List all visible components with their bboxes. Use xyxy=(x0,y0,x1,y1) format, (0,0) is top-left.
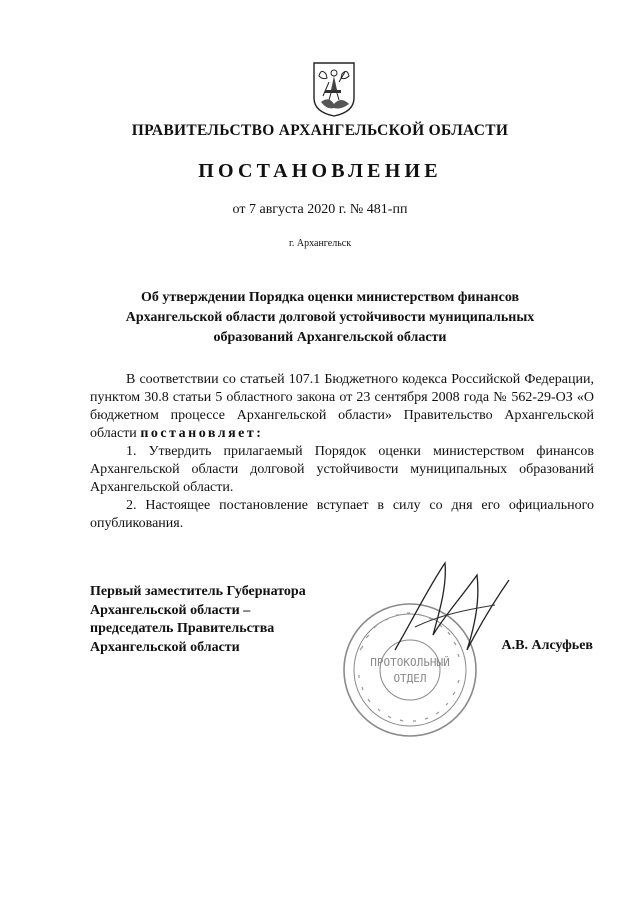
title-line: Об утверждении Порядка оценки министерством финансов xyxy=(140,290,520,305)
coat-of-arms-icon xyxy=(311,60,357,118)
position-line: Архангельской области – xyxy=(90,602,251,618)
document-city: г. Архангельск xyxy=(288,238,352,249)
stamp-text-line2: ОТДЕЛ xyxy=(393,672,427,685)
document-date-number: от 7 августа 2020 г. № 481-пп xyxy=(232,202,408,217)
item-2-paragraph: 2. Настоящее постановление вступает в силу со дня его официального опубликования. xyxy=(90,498,594,531)
title-line: Архангельской области долговой устойчивости муниципальных xyxy=(125,310,535,325)
organization-name: ПРАВИТЕЛЬСТВО АРХАНГЕЛЬСКОЙ ОБЛАСТИ xyxy=(131,122,509,139)
position-line: председатель Правительства xyxy=(90,621,275,636)
position-line: Архангельской области xyxy=(90,639,240,655)
handwritten-signature xyxy=(385,555,515,665)
title-line: образований Архангельской области xyxy=(213,330,447,345)
position-line: Первый заместитель Губернатора xyxy=(90,584,306,599)
document-title xyxy=(95,288,565,348)
signer-name: А.В. Алсуфьев xyxy=(501,638,593,653)
preamble-text: В соответствии со статьей 107.1 Бюджетного кодекса Российской Федерации, пунктом 30.8 статьи 5 областного закона от 23 сентября 2008 года № 562-29-ОЗ «О бюджетном процессе Архангельской области» Правительство Архангельской области xyxy=(90,372,594,441)
signatory-position xyxy=(90,583,306,657)
stamp-text-line1: ПРОТОКОЛЬНЫЙ xyxy=(370,656,450,669)
preamble-paragraph xyxy=(90,371,594,443)
item-1-paragraph: 1. Утвердить прилагаемый Порядок оценки министерством финансов Архангельской области долговой устойчивости муниципальных образований Архангельской области. xyxy=(90,444,594,495)
document-type: ПОСТАНОВЛЕНИЕ xyxy=(198,160,442,182)
resolves-word: постановляет xyxy=(140,426,257,441)
document-body xyxy=(90,371,594,533)
resolves-colon: : xyxy=(256,426,264,441)
